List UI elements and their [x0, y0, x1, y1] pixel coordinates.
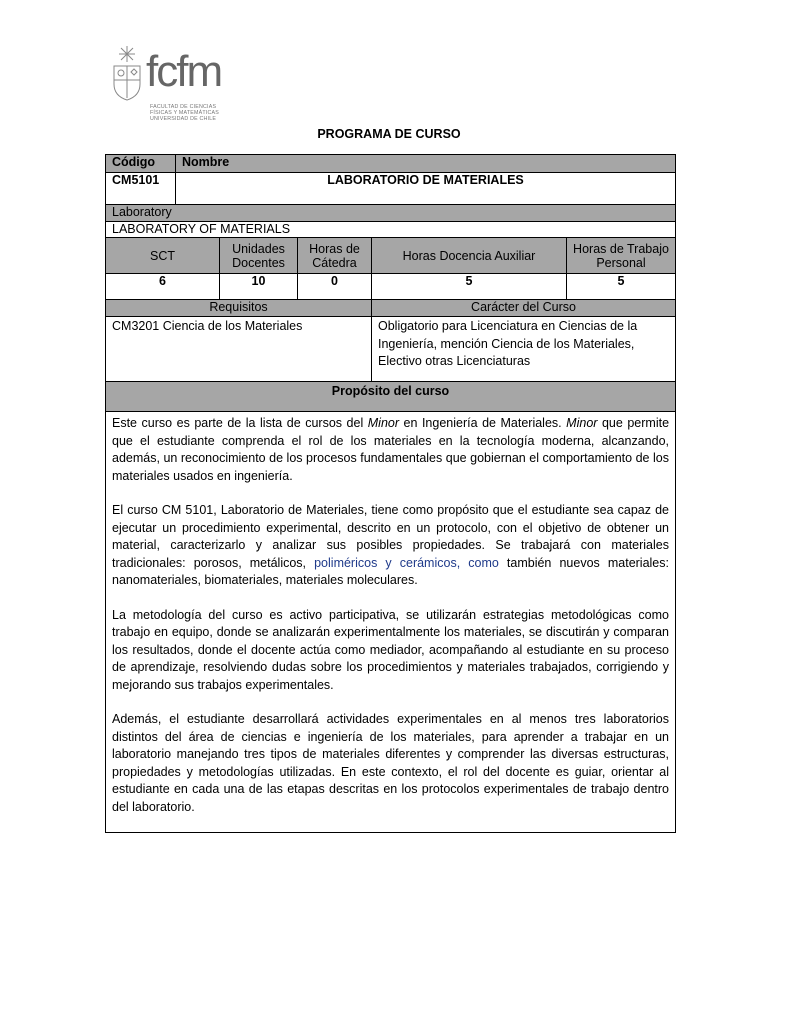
requisitos-row [106, 317, 676, 382]
proposito-paragraph-1: Este curso es parte de la lista de cursos del Minor en Ingeniería de Materiales. Minor que permite que el estudiante comprenda el rol de los materiales en la tecnología moderna, alcanzando, además, un reconocimiento de los procesos fundamentales que gobiernan el comportamiento de los materiales usados en ingeniería. [112, 416, 670, 483]
course-name: LABORATORIO DE MATERIALES [176, 173, 676, 205]
english-label: Laboratory [106, 205, 676, 222]
proposito-body [106, 412, 676, 833]
english-label-row [106, 205, 676, 222]
proposito-paragraph-3: La metodología del curso es activo participativa, se utilizarán estrategias metodológicas como trabajo en equipo, donde se analizarán experimentalmente los materiales, se discutirán y comparan los resultados, donde el docente actúa como mediador, acompañando al estudiante en su proceso de aprendizaje, resolviendo dudas sobre los procedimientos y materiales trabajados, corrigiendo y mejorando sus trabajos experimentales. [112, 607, 669, 692]
fcfm-wordmark: fcfm [146, 47, 222, 96]
auxiliar-label: Horas Docencia Auxiliar [372, 238, 567, 274]
auxiliar-value: 5 [372, 274, 567, 300]
hours-header-row [106, 238, 676, 274]
caracter-value: Obligatorio para Licenciatura en Ciencias de la Ingeniería, mención Ciencia de los Materiales, Electivo otras Licenciaturas [372, 317, 676, 382]
sct-label: SCT [106, 238, 220, 274]
caracter-label: Carácter del Curso [372, 300, 676, 317]
proposito-paragraph-2: El curso CM 5101, Laboratorio de Materiales, tiene como propósito que el estudiante sea capaz de ejecutar un procedimiento experimental, descrito en un protocolo, con el objetivo de obtener un material, caracterizarlo y analizar sus posibles propiedades. Se trabajará con materiales tradicionales: porosos, metálicos, poliméricos y cerámicos, como también nuevos materiales: nanomateriales, biomateriales, materiales moleculares. [112, 503, 669, 587]
codigo-label: Código [106, 155, 176, 173]
code-name-row [106, 173, 676, 205]
proposito-header-row [106, 382, 676, 412]
personal-label: Horas de Trabajo Personal [567, 238, 676, 274]
unidades-label: Unidades Docentes [220, 238, 298, 274]
catedra-value: 0 [298, 274, 372, 300]
proposito-body-row [106, 412, 676, 833]
requisitos-value: CM3201 Ciencia de los Materiales [106, 317, 372, 382]
proposito-paragraph-4: Además, el estudiante desarrollará actividades experimentales en al menos tres laboratorios distintos del área de ciencias e ingeniería de los materiales, para aprender a trabajar en un laboratorio manejando tres tipos de materiales diferentes y comprender las diversas estructuras, propiedades y metodologías utilizadas. En este contexto, el rol del docente es guiar, orientar al estudiante en cada una de las etapas descritas en los protocolos experimentales de trabajo dentro del laboratorio. [112, 712, 669, 814]
code-name-header-row [106, 155, 676, 173]
document-title: PROGRAMA DE CURSO [317, 127, 461, 141]
nombre-label: Nombre [176, 155, 676, 173]
university-seal-icon [110, 44, 144, 102]
fcfm-logo [110, 44, 240, 124]
requisitos-label: Requisitos [106, 300, 372, 317]
requisitos-header-row [106, 300, 676, 317]
unidades-value: 10 [220, 274, 298, 300]
hours-values-row [106, 274, 676, 300]
sct-value: 6 [106, 274, 220, 300]
personal-value: 5 [567, 274, 676, 300]
course-program-table [105, 154, 676, 833]
course-code: CM5101 [106, 173, 176, 205]
logo-subtitle: FACULTAD DE CIENCIAS FÍSICAS Y MATEMÁTICAS UNIVERSIDAD DE CHILE [150, 104, 219, 122]
catedra-label: Horas de Cátedra [298, 238, 372, 274]
proposito-label: Propósito del curso [106, 382, 676, 412]
english-name-row [106, 222, 676, 238]
english-name: LABORATORY OF MATERIALS [106, 222, 676, 238]
